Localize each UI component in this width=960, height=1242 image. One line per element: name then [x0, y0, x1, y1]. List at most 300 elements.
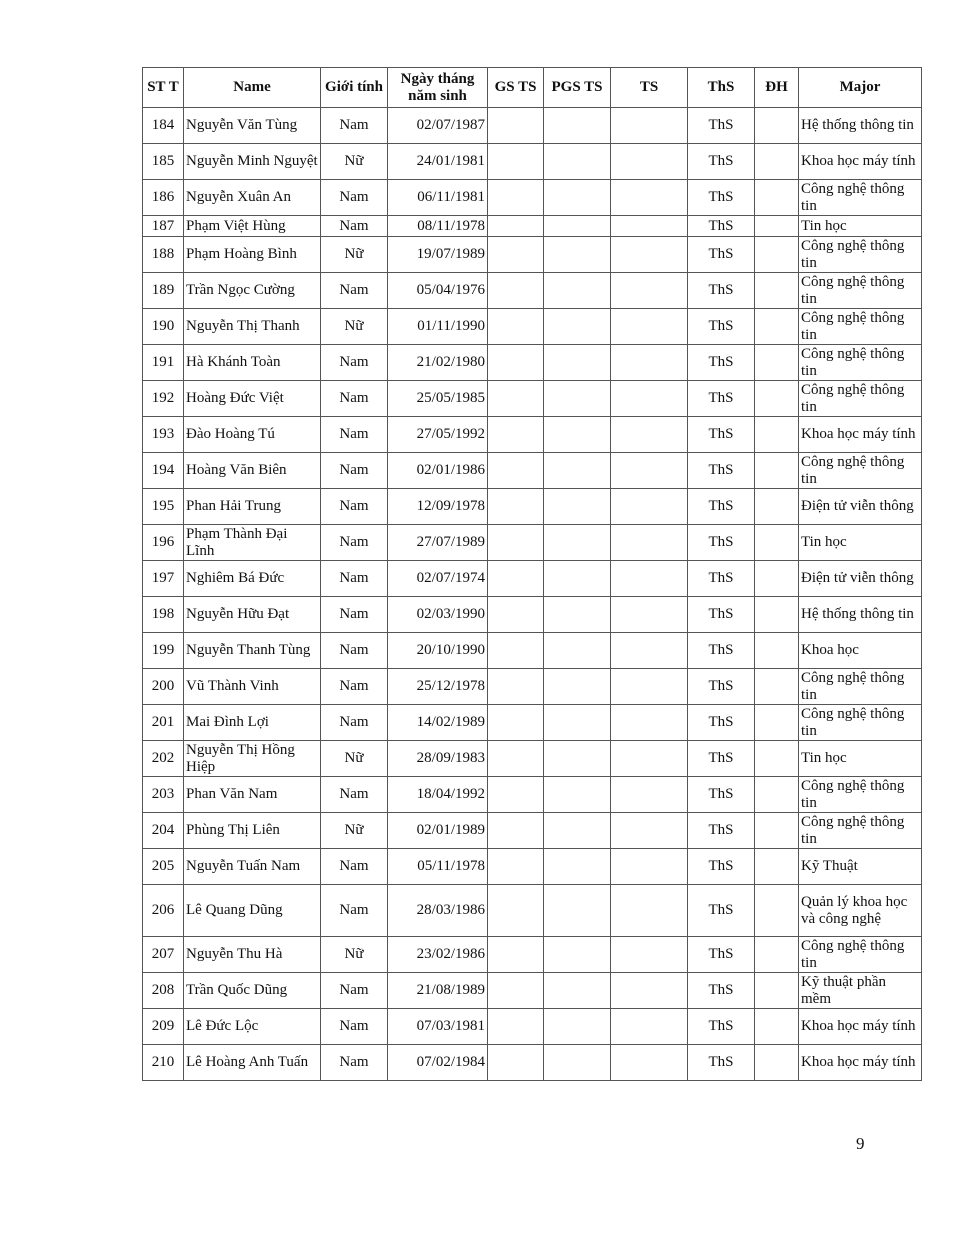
cell-dob: 23/02/1986 [388, 937, 488, 973]
cell-dob: 05/04/1976 [388, 273, 488, 309]
cell-ts [611, 973, 688, 1009]
cell-name: Hoàng Văn Biên [184, 453, 321, 489]
cell-gender: Nam [321, 108, 388, 144]
cell-ths: ThS [688, 1045, 755, 1081]
cell-stt: 208 [143, 973, 184, 1009]
cell-ths: ThS [688, 885, 755, 937]
cell-gs-ts [488, 849, 544, 885]
header-stt: ST T [143, 68, 184, 108]
table-row [143, 453, 922, 489]
cell-pgs-ts [544, 885, 611, 937]
cell-gender: Nam [321, 381, 388, 417]
header-ts: TS [611, 68, 688, 108]
cell-major: Công nghệ thông tin [799, 237, 922, 273]
cell-dob: 07/03/1981 [388, 1009, 488, 1045]
cell-gender: Nam [321, 273, 388, 309]
cell-ths: ThS [688, 741, 755, 777]
cell-stt: 199 [143, 633, 184, 669]
cell-name: Lê Hoàng Anh Tuấn [184, 1045, 321, 1081]
cell-gender: Nam [321, 345, 388, 381]
header-ths: ThS [688, 68, 755, 108]
cell-name: Đào Hoàng Tú [184, 417, 321, 453]
header-name: Name [184, 68, 321, 108]
table-row [143, 216, 922, 237]
cell-name: Lê Quang Dũng [184, 885, 321, 937]
cell-gs-ts [488, 1009, 544, 1045]
staff-table [142, 67, 922, 1081]
cell-major: Công nghệ thông tin [799, 453, 922, 489]
cell-ts [611, 561, 688, 597]
cell-pgs-ts [544, 669, 611, 705]
cell-gs-ts [488, 813, 544, 849]
cell-ts [611, 813, 688, 849]
cell-dob: 02/03/1990 [388, 597, 488, 633]
cell-gender: Nam [321, 417, 388, 453]
cell-dh [755, 453, 799, 489]
table-row [143, 309, 922, 345]
cell-name: Nguyễn Văn Tùng [184, 108, 321, 144]
cell-dh [755, 741, 799, 777]
cell-gender: Nam [321, 705, 388, 741]
cell-pgs-ts [544, 144, 611, 180]
cell-pgs-ts [544, 813, 611, 849]
cell-dob: 19/07/1989 [388, 237, 488, 273]
cell-pgs-ts [544, 453, 611, 489]
cell-stt: 184 [143, 108, 184, 144]
cell-gender: Nam [321, 561, 388, 597]
cell-gs-ts [488, 597, 544, 633]
cell-stt: 195 [143, 489, 184, 525]
cell-pgs-ts [544, 180, 611, 216]
cell-major: Công nghệ thông tin [799, 705, 922, 741]
table-row [143, 144, 922, 180]
cell-pgs-ts [544, 345, 611, 381]
cell-dob: 02/07/1974 [388, 561, 488, 597]
cell-dh [755, 108, 799, 144]
cell-major: Công nghệ thông tin [799, 273, 922, 309]
table-row [143, 489, 922, 525]
cell-ths: ThS [688, 489, 755, 525]
cell-gender: Nữ [321, 237, 388, 273]
cell-dob: 08/11/1978 [388, 216, 488, 237]
table-row [143, 741, 922, 777]
cell-dh [755, 633, 799, 669]
cell-dh [755, 705, 799, 741]
cell-gender: Nam [321, 669, 388, 705]
cell-stt: 192 [143, 381, 184, 417]
cell-gs-ts [488, 885, 544, 937]
cell-ths: ThS [688, 705, 755, 741]
cell-dh [755, 777, 799, 813]
cell-dh [755, 216, 799, 237]
table-row [143, 973, 922, 1009]
cell-major: Khoa học máy tính [799, 417, 922, 453]
table-row [143, 417, 922, 453]
cell-name: Nguyễn Xuân An [184, 180, 321, 216]
cell-gs-ts [488, 669, 544, 705]
cell-ths: ThS [688, 849, 755, 885]
cell-gender: Nam [321, 216, 388, 237]
cell-dh [755, 489, 799, 525]
cell-ths: ThS [688, 777, 755, 813]
cell-stt: 190 [143, 309, 184, 345]
cell-name: Phan Văn Nam [184, 777, 321, 813]
cell-dh [755, 525, 799, 561]
cell-name: Phan Hải Trung [184, 489, 321, 525]
table-row [143, 849, 922, 885]
cell-dob: 07/02/1984 [388, 1045, 488, 1081]
cell-name: Hoàng Đức Việt [184, 381, 321, 417]
cell-dob: 06/11/1981 [388, 180, 488, 216]
cell-dob: 25/12/1978 [388, 669, 488, 705]
cell-pgs-ts [544, 273, 611, 309]
cell-name: Nguyễn Thị Hồng Hiệp [184, 741, 321, 777]
cell-dh [755, 273, 799, 309]
cell-dh [755, 180, 799, 216]
cell-ts [611, 705, 688, 741]
cell-major: Điện tử viễn thông [799, 561, 922, 597]
cell-name: Lê Đức Lộc [184, 1009, 321, 1045]
cell-dob: 14/02/1989 [388, 705, 488, 741]
cell-gender: Nữ [321, 741, 388, 777]
cell-dh [755, 1045, 799, 1081]
cell-ts [611, 849, 688, 885]
cell-gs-ts [488, 973, 544, 1009]
cell-ths: ThS [688, 417, 755, 453]
cell-gs-ts [488, 453, 544, 489]
cell-major: Khoa học máy tính [799, 1009, 922, 1045]
table-row [143, 705, 922, 741]
cell-stt: 203 [143, 777, 184, 813]
cell-stt: 189 [143, 273, 184, 309]
cell-name: Nguyễn Hữu Đạt [184, 597, 321, 633]
table-row [143, 813, 922, 849]
cell-stt: 187 [143, 216, 184, 237]
table-row [143, 345, 922, 381]
cell-ths: ThS [688, 216, 755, 237]
cell-stt: 207 [143, 937, 184, 973]
cell-ths: ThS [688, 309, 755, 345]
cell-name: Nguyễn Thanh Tùng [184, 633, 321, 669]
table-row [143, 1009, 922, 1045]
cell-dh [755, 345, 799, 381]
header-dh: ĐH [755, 68, 799, 108]
cell-dob: 21/02/1980 [388, 345, 488, 381]
cell-name: Nguyễn Thu Hà [184, 937, 321, 973]
cell-gender: Nam [321, 453, 388, 489]
cell-name: Hà Khánh Toàn [184, 345, 321, 381]
cell-pgs-ts [544, 1009, 611, 1045]
cell-ths: ThS [688, 345, 755, 381]
cell-dob: 02/07/1987 [388, 108, 488, 144]
cell-name: Nguyễn Tuấn Nam [184, 849, 321, 885]
cell-gender: Nam [321, 885, 388, 937]
cell-stt: 186 [143, 180, 184, 216]
cell-major: Công nghệ thông tin [799, 381, 922, 417]
cell-ts [611, 417, 688, 453]
cell-stt: 205 [143, 849, 184, 885]
table-row [143, 633, 922, 669]
cell-pgs-ts [544, 108, 611, 144]
cell-major: Khoa học [799, 633, 922, 669]
cell-dh [755, 309, 799, 345]
table-row [143, 108, 922, 144]
cell-name: Nguyễn Minh Nguyệt [184, 144, 321, 180]
cell-stt: 204 [143, 813, 184, 849]
cell-gs-ts [488, 525, 544, 561]
cell-major: Công nghệ thông tin [799, 309, 922, 345]
cell-ts [611, 777, 688, 813]
cell-ths: ThS [688, 813, 755, 849]
header-gender: Giới tính [321, 68, 388, 108]
cell-gender: Nam [321, 973, 388, 1009]
cell-major: Công nghệ thông tin [799, 813, 922, 849]
cell-dob: 21/08/1989 [388, 973, 488, 1009]
cell-gs-ts [488, 633, 544, 669]
cell-name: Nghiêm Bá Đức [184, 561, 321, 597]
cell-major: Công nghệ thông tin [799, 669, 922, 705]
cell-major: Tin học [799, 216, 922, 237]
cell-name: Mai Đình Lợi [184, 705, 321, 741]
cell-major: Kỹ Thuật [799, 849, 922, 885]
cell-name: Vũ Thành Vinh [184, 669, 321, 705]
cell-dh [755, 973, 799, 1009]
cell-dh [755, 561, 799, 597]
cell-dob: 02/01/1986 [388, 453, 488, 489]
cell-dh [755, 1009, 799, 1045]
cell-gs-ts [488, 381, 544, 417]
cell-gs-ts [488, 108, 544, 144]
cell-dh [755, 885, 799, 937]
cell-ths: ThS [688, 973, 755, 1009]
table-row [143, 561, 922, 597]
cell-gs-ts [488, 417, 544, 453]
cell-pgs-ts [544, 381, 611, 417]
cell-name: Phùng Thị Liên [184, 813, 321, 849]
cell-ts [611, 309, 688, 345]
cell-major: Công nghệ thông tin [799, 345, 922, 381]
cell-gs-ts [488, 561, 544, 597]
cell-gs-ts [488, 237, 544, 273]
header-major: Major [799, 68, 922, 108]
cell-stt: 188 [143, 237, 184, 273]
cell-ts [611, 144, 688, 180]
table-body [143, 108, 922, 1081]
cell-gender: Nữ [321, 144, 388, 180]
cell-pgs-ts [544, 633, 611, 669]
cell-ts [611, 741, 688, 777]
cell-ts [611, 237, 688, 273]
cell-dob: 18/04/1992 [388, 777, 488, 813]
cell-gender: Nam [321, 633, 388, 669]
cell-major: Công nghệ thông tin [799, 937, 922, 973]
table-row [143, 669, 922, 705]
page-number: 9 [856, 1134, 865, 1153]
cell-pgs-ts [544, 1045, 611, 1081]
cell-pgs-ts [544, 561, 611, 597]
cell-gender: Nam [321, 525, 388, 561]
cell-dh [755, 849, 799, 885]
cell-name: Trần Ngọc Cường [184, 273, 321, 309]
cell-ts [611, 345, 688, 381]
cell-pgs-ts [544, 489, 611, 525]
cell-stt: 194 [143, 453, 184, 489]
cell-ts [611, 525, 688, 561]
cell-gs-ts [488, 741, 544, 777]
table-row [143, 1045, 922, 1081]
cell-gs-ts [488, 180, 544, 216]
cell-ths: ThS [688, 180, 755, 216]
cell-stt: 193 [143, 417, 184, 453]
cell-gs-ts [488, 216, 544, 237]
cell-gs-ts [488, 1045, 544, 1081]
cell-dob: 01/11/1990 [388, 309, 488, 345]
cell-pgs-ts [544, 309, 611, 345]
cell-gender: Nam [321, 597, 388, 633]
cell-ths: ThS [688, 144, 755, 180]
cell-stt: 209 [143, 1009, 184, 1045]
cell-major: Khoa học máy tính [799, 1045, 922, 1081]
cell-ths: ThS [688, 597, 755, 633]
cell-ts [611, 273, 688, 309]
cell-pgs-ts [544, 525, 611, 561]
cell-pgs-ts [544, 705, 611, 741]
cell-stt: 198 [143, 597, 184, 633]
cell-ts [611, 1009, 688, 1045]
cell-pgs-ts [544, 777, 611, 813]
cell-ts [611, 1045, 688, 1081]
cell-ts [611, 597, 688, 633]
cell-dob: 20/10/1990 [388, 633, 488, 669]
cell-major: Công nghệ thông tin [799, 180, 922, 216]
cell-pgs-ts [544, 237, 611, 273]
table-row [143, 180, 922, 216]
cell-stt: 210 [143, 1045, 184, 1081]
cell-gs-ts [488, 937, 544, 973]
cell-pgs-ts [544, 937, 611, 973]
cell-ths: ThS [688, 453, 755, 489]
cell-ths: ThS [688, 1009, 755, 1045]
cell-ts [611, 669, 688, 705]
cell-dob: 24/01/1981 [388, 144, 488, 180]
cell-gs-ts [488, 705, 544, 741]
cell-ts [611, 633, 688, 669]
cell-dh [755, 381, 799, 417]
table-row [143, 525, 922, 561]
cell-ts [611, 180, 688, 216]
cell-gender: Nam [321, 849, 388, 885]
header-gs-ts: GS TS [488, 68, 544, 108]
cell-dob: 27/07/1989 [388, 525, 488, 561]
cell-ts [611, 108, 688, 144]
cell-major: Hệ thống thông tin [799, 597, 922, 633]
cell-name: Phạm Việt Hùng [184, 216, 321, 237]
table-row [143, 777, 922, 813]
cell-gender: Nam [321, 489, 388, 525]
cell-ts [611, 453, 688, 489]
cell-name: Trần Quốc Dũng [184, 973, 321, 1009]
cell-ts [611, 216, 688, 237]
cell-dh [755, 669, 799, 705]
cell-major: Điện tử viễn thông [799, 489, 922, 525]
table-row [143, 885, 922, 937]
cell-stt: 206 [143, 885, 184, 937]
cell-gs-ts [488, 489, 544, 525]
cell-dh [755, 237, 799, 273]
cell-ts [611, 489, 688, 525]
cell-dob: 02/01/1989 [388, 813, 488, 849]
cell-ths: ThS [688, 108, 755, 144]
header-dob: Ngày tháng năm sinh [388, 68, 488, 108]
table-row [143, 597, 922, 633]
cell-major: Tin học [799, 525, 922, 561]
cell-gs-ts [488, 345, 544, 381]
cell-stt: 185 [143, 144, 184, 180]
cell-dob: 05/11/1978 [388, 849, 488, 885]
cell-name: Phạm Hoàng Bình [184, 237, 321, 273]
cell-stt: 200 [143, 669, 184, 705]
cell-ths: ThS [688, 669, 755, 705]
cell-stt: 197 [143, 561, 184, 597]
cell-dh [755, 813, 799, 849]
cell-pgs-ts [544, 417, 611, 453]
cell-gender: Nam [321, 1009, 388, 1045]
cell-major: Tin học [799, 741, 922, 777]
cell-major: Hệ thống thông tin [799, 108, 922, 144]
cell-ts [611, 885, 688, 937]
cell-pgs-ts [544, 741, 611, 777]
cell-name: Phạm Thành Đại Lĩnh [184, 525, 321, 561]
cell-ths: ThS [688, 525, 755, 561]
table-row [143, 273, 922, 309]
table-row [143, 937, 922, 973]
cell-ts [611, 381, 688, 417]
cell-gender: Nam [321, 777, 388, 813]
cell-ths: ThS [688, 561, 755, 597]
table-header-row [143, 68, 922, 108]
cell-dh [755, 144, 799, 180]
cell-dh [755, 417, 799, 453]
cell-ts [611, 937, 688, 973]
table-row [143, 381, 922, 417]
cell-name: Nguyễn Thị Thanh [184, 309, 321, 345]
cell-ths: ThS [688, 633, 755, 669]
cell-gender: Nữ [321, 937, 388, 973]
cell-gs-ts [488, 309, 544, 345]
table-row [143, 237, 922, 273]
cell-gender: Nữ [321, 813, 388, 849]
cell-dob: 12/09/1978 [388, 489, 488, 525]
cell-gender: Nữ [321, 309, 388, 345]
cell-gender: Nam [321, 180, 388, 216]
cell-dh [755, 597, 799, 633]
cell-gs-ts [488, 777, 544, 813]
cell-stt: 196 [143, 525, 184, 561]
cell-gs-ts [488, 273, 544, 309]
cell-pgs-ts [544, 849, 611, 885]
cell-stt: 202 [143, 741, 184, 777]
cell-pgs-ts [544, 597, 611, 633]
cell-dob: 25/05/1985 [388, 381, 488, 417]
cell-ths: ThS [688, 381, 755, 417]
cell-dh [755, 937, 799, 973]
cell-dob: 28/09/1983 [388, 741, 488, 777]
cell-dob: 28/03/1986 [388, 885, 488, 937]
cell-major: Kỹ thuật phần mềm [799, 973, 922, 1009]
cell-major: Công nghệ thông tin [799, 777, 922, 813]
cell-stt: 201 [143, 705, 184, 741]
cell-dob: 27/05/1992 [388, 417, 488, 453]
